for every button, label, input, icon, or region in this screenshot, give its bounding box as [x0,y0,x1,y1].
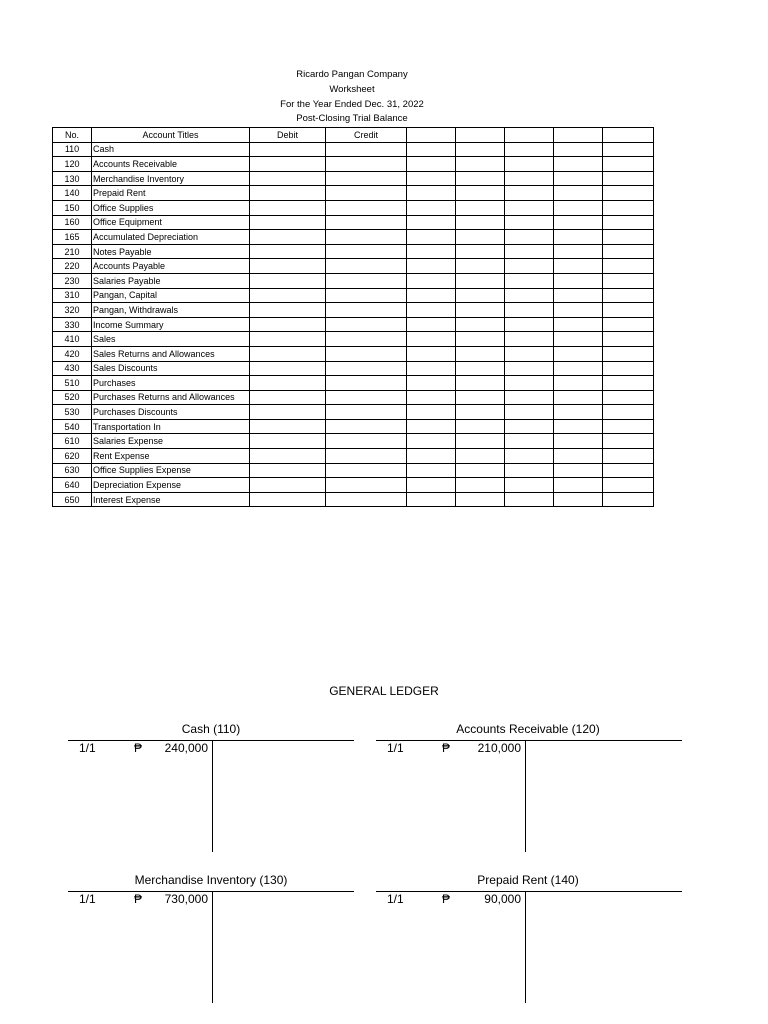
debit-cell[interactable] [250,346,326,361]
empty-cell[interactable] [505,273,554,288]
section-title: Post-Closing Trial Balance [296,113,408,124]
empty-cell[interactable] [554,492,603,507]
debit-cell[interactable] [250,215,326,230]
col-title-header: Account Titles [92,128,250,143]
empty-cell[interactable] [505,332,554,347]
empty-cell[interactable] [505,317,554,332]
empty-cell[interactable] [456,186,505,201]
credit-cell[interactable] [326,142,407,157]
account-number-cell: 165 [53,230,92,245]
account-number-cell: 310 [53,288,92,303]
empty-cell[interactable] [603,230,654,245]
account-title-cell: Purchases Returns and Allowances [92,390,250,405]
empty-cell[interactable] [505,434,554,449]
table-row [53,463,654,478]
empty-cell[interactable] [407,478,456,493]
debit-cell[interactable] [250,157,326,172]
empty-cell[interactable] [603,215,654,230]
credit-cell[interactable] [326,346,407,361]
col-empty-header [603,128,654,143]
table-row [53,332,654,347]
empty-cell[interactable] [554,478,603,493]
t-account-title: Accounts Receivable (120) [456,722,600,736]
empty-cell[interactable] [603,142,654,157]
empty-cell[interactable] [407,449,456,464]
credit-cell[interactable] [326,215,407,230]
empty-cell[interactable] [505,405,554,420]
t-account-vertical-rule [212,891,213,1003]
entry-amount: 730,000 [164,892,208,906]
credit-cell[interactable] [326,332,407,347]
empty-cell[interactable] [407,142,456,157]
account-number-cell: 320 [53,303,92,318]
empty-cell[interactable] [554,230,603,245]
empty-cell[interactable] [456,273,505,288]
credit-cell[interactable] [326,157,407,172]
col-no-header: No. [53,128,92,143]
account-title-cell: Merchandise Inventory [92,171,250,186]
empty-cell[interactable] [505,142,554,157]
empty-cell[interactable] [407,244,456,259]
account-number-cell: 640 [53,478,92,493]
credit-cell[interactable] [326,405,407,420]
account-title-cell: Sales [92,332,250,347]
entry-amount: 210,000 [477,741,521,755]
empty-cell[interactable] [407,303,456,318]
credit-cell[interactable] [326,419,407,434]
empty-cell[interactable] [554,317,603,332]
empty-cell[interactable] [554,215,603,230]
account-number-cell: 650 [53,492,92,507]
worksheet-table [52,127,654,507]
account-title-cell: Rent Expense [92,449,250,464]
table-row [53,259,654,274]
account-title-cell: Salaries Payable [92,273,250,288]
account-title-cell: Depreciation Expense [92,478,250,493]
empty-cell[interactable] [603,332,654,347]
col-empty-header [456,128,505,143]
empty-cell[interactable] [456,171,505,186]
table-row [53,317,654,332]
empty-cell[interactable] [456,332,505,347]
peso-sign: ₱ [442,741,451,755]
empty-cell[interactable] [456,303,505,318]
empty-cell[interactable] [456,259,505,274]
debit-cell[interactable] [250,186,326,201]
t-account-horizontal-rule [376,891,682,892]
empty-cell[interactable] [456,405,505,420]
empty-cell[interactable] [456,157,505,172]
col-empty-header [505,128,554,143]
empty-cell[interactable] [505,376,554,391]
col-empty-header [554,128,603,143]
account-number-cell: 610 [53,434,92,449]
account-number-cell: 540 [53,419,92,434]
empty-cell[interactable] [554,303,603,318]
empty-cell[interactable] [603,434,654,449]
empty-cell[interactable] [603,463,654,478]
empty-cell[interactable] [407,332,456,347]
debit-cell[interactable] [250,259,326,274]
empty-cell[interactable] [603,186,654,201]
account-title-cell: Pangan, Capital [92,288,250,303]
credit-cell[interactable] [326,449,407,464]
account-number-cell: 330 [53,317,92,332]
table-row [53,157,654,172]
empty-cell[interactable] [554,171,603,186]
account-number-cell: 620 [53,449,92,464]
account-title-cell: Office Equipment [92,215,250,230]
empty-cell[interactable] [603,449,654,464]
account-number-cell: 160 [53,215,92,230]
t-account-horizontal-rule [68,740,354,741]
table-row [53,215,654,230]
col-credit-header: Credit [326,128,407,143]
entry-amount: 240,000 [164,741,208,755]
credit-cell[interactable] [326,200,407,215]
empty-cell[interactable] [407,492,456,507]
empty-cell[interactable] [554,288,603,303]
credit-cell[interactable] [326,463,407,478]
debit-cell[interactable] [250,405,326,420]
account-title-cell: Prepaid Rent [92,186,250,201]
empty-cell[interactable] [603,244,654,259]
empty-cell[interactable] [603,303,654,318]
credit-cell[interactable] [326,288,407,303]
table-row [53,390,654,405]
account-title-cell: Cash [92,142,250,157]
empty-cell[interactable] [456,419,505,434]
account-title-cell: Income Summary [92,317,250,332]
account-number-cell: 510 [53,376,92,391]
t-account-vertical-rule [525,740,526,852]
table-row [53,419,654,434]
account-number-cell: 220 [53,259,92,274]
empty-cell[interactable] [603,200,654,215]
general-ledger-title: GENERAL LEDGER [329,684,439,698]
account-title-cell: Accounts Payable [92,259,250,274]
table-row [53,230,654,245]
empty-cell[interactable] [603,259,654,274]
table-row [53,449,654,464]
account-title-cell: Purchases [92,376,250,391]
table-row [53,361,654,376]
credit-cell[interactable] [326,186,407,201]
credit-cell[interactable] [326,244,407,259]
empty-cell[interactable] [505,171,554,186]
empty-cell[interactable] [407,215,456,230]
empty-cell[interactable] [456,230,505,245]
empty-cell[interactable] [456,142,505,157]
empty-cell[interactable] [603,317,654,332]
empty-cell[interactable] [554,376,603,391]
debit-cell[interactable] [250,492,326,507]
empty-cell[interactable] [456,492,505,507]
empty-cell[interactable] [554,186,603,201]
empty-cell[interactable] [505,200,554,215]
table-row [53,142,654,157]
account-number-cell: 130 [53,171,92,186]
account-number-cell: 150 [53,200,92,215]
table-header-row [53,128,654,143]
empty-cell[interactable] [554,463,603,478]
debit-cell[interactable] [250,434,326,449]
empty-cell[interactable] [407,390,456,405]
debit-cell[interactable] [250,288,326,303]
empty-cell[interactable] [554,419,603,434]
table-row [53,434,654,449]
debit-cell[interactable] [250,200,326,215]
credit-cell[interactable] [326,230,407,245]
empty-cell[interactable] [407,361,456,376]
empty-cell[interactable] [407,186,456,201]
empty-cell[interactable] [603,171,654,186]
empty-cell[interactable] [456,361,505,376]
table-row [53,376,654,391]
period-line: For the Year Ended Dec. 31, 2022 [280,99,424,110]
empty-cell[interactable] [554,259,603,274]
empty-cell[interactable] [456,200,505,215]
credit-cell[interactable] [326,478,407,493]
company-name: Ricardo Pangan Company [296,69,408,80]
table-row [53,288,654,303]
empty-cell[interactable] [407,230,456,245]
account-title-cell: Sales Returns and Allowances [92,346,250,361]
debit-cell[interactable] [250,478,326,493]
empty-cell[interactable] [456,288,505,303]
empty-cell[interactable] [456,449,505,464]
t-account-title: Prepaid Rent (140) [477,873,579,887]
debit-cell[interactable] [250,142,326,157]
empty-cell[interactable] [456,463,505,478]
t-account-vertical-rule [525,891,526,1003]
empty-cell[interactable] [505,244,554,259]
empty-cell[interactable] [407,317,456,332]
empty-cell[interactable] [603,478,654,493]
empty-cell[interactable] [456,317,505,332]
empty-cell[interactable] [603,376,654,391]
empty-cell[interactable] [407,346,456,361]
t-account-horizontal-rule [376,740,682,741]
empty-cell[interactable] [505,288,554,303]
empty-cell[interactable] [407,376,456,391]
credit-cell[interactable] [326,317,407,332]
empty-cell[interactable] [456,376,505,391]
credit-cell[interactable] [326,390,407,405]
entry-amount: 90,000 [484,892,521,906]
peso-sign: ₱ [134,741,143,755]
empty-cell[interactable] [505,157,554,172]
account-number-cell: 210 [53,244,92,259]
account-number-cell: 420 [53,346,92,361]
debit-cell[interactable] [250,361,326,376]
credit-cell[interactable] [326,259,407,274]
t-account-horizontal-rule [68,891,354,892]
empty-cell[interactable] [505,390,554,405]
empty-cell[interactable] [407,405,456,420]
peso-sign: ₱ [442,892,451,906]
table-row [53,492,654,507]
account-title-cell: Accounts Receivable [92,157,250,172]
debit-cell[interactable] [250,303,326,318]
credit-cell[interactable] [326,273,407,288]
empty-cell[interactable] [456,434,505,449]
empty-cell[interactable] [554,434,603,449]
empty-cell[interactable] [456,215,505,230]
account-title-cell: Sales Discounts [92,361,250,376]
empty-cell[interactable] [505,463,554,478]
empty-cell[interactable] [554,449,603,464]
empty-cell[interactable] [603,419,654,434]
col-debit-header: Debit [250,128,326,143]
empty-cell[interactable] [505,478,554,493]
empty-cell[interactable] [554,157,603,172]
entry-date: 1/1 [79,741,96,755]
debit-cell[interactable] [250,171,326,186]
peso-sign: ₱ [134,892,143,906]
t-account-title: Cash (110) [181,722,241,736]
empty-cell[interactable] [554,142,603,157]
debit-cell[interactable] [250,419,326,434]
debit-cell[interactable] [250,463,326,478]
account-number-cell: 140 [53,186,92,201]
empty-cell[interactable] [505,492,554,507]
entry-date: 1/1 [79,892,96,906]
empty-cell[interactable] [407,288,456,303]
table-row [53,303,654,318]
credit-cell[interactable] [326,171,407,186]
table-row [53,405,654,420]
account-number-cell: 630 [53,463,92,478]
empty-cell[interactable] [407,157,456,172]
account-number-cell: 120 [53,157,92,172]
document-title: Worksheet [329,84,375,95]
entry-date: 1/1 [387,741,404,755]
empty-cell[interactable] [603,273,654,288]
col-empty-header [407,128,456,143]
table-row [53,200,654,215]
empty-cell[interactable] [554,200,603,215]
account-title-cell: Pangan, Withdrawals [92,303,250,318]
account-title-cell: Salaries Expense [92,434,250,449]
empty-cell[interactable] [407,273,456,288]
empty-cell[interactable] [554,332,603,347]
credit-cell[interactable] [326,492,407,507]
table-row [53,186,654,201]
empty-cell[interactable] [554,405,603,420]
credit-cell[interactable] [326,376,407,391]
empty-cell[interactable] [407,200,456,215]
empty-cell[interactable] [603,288,654,303]
debit-cell[interactable] [250,390,326,405]
table-row [53,244,654,259]
table-row [53,171,654,186]
account-title-cell: Accumulated Depreciation [92,230,250,245]
account-number-cell: 410 [53,332,92,347]
debit-cell[interactable] [250,376,326,391]
empty-cell[interactable] [505,303,554,318]
account-number-cell: 530 [53,405,92,420]
empty-cell[interactable] [505,346,554,361]
t-account-title: Merchandise Inventory (130) [134,873,288,887]
empty-cell[interactable] [603,157,654,172]
empty-cell[interactable] [505,361,554,376]
empty-cell[interactable] [554,390,603,405]
account-number-cell: 230 [53,273,92,288]
credit-cell[interactable] [326,434,407,449]
empty-cell[interactable] [603,361,654,376]
table-row [53,273,654,288]
empty-cell[interactable] [505,259,554,274]
empty-cell[interactable] [456,346,505,361]
credit-cell[interactable] [326,361,407,376]
empty-cell[interactable] [554,346,603,361]
empty-cell[interactable] [456,390,505,405]
debit-cell[interactable] [250,317,326,332]
empty-cell[interactable] [407,419,456,434]
empty-cell[interactable] [603,390,654,405]
table-row [53,346,654,361]
empty-cell[interactable] [407,463,456,478]
debit-cell[interactable] [250,332,326,347]
debit-cell[interactable] [250,273,326,288]
table-row [53,478,654,493]
account-title-cell: Office Supplies [92,200,250,215]
empty-cell[interactable] [505,419,554,434]
credit-cell[interactable] [326,303,407,318]
empty-cell[interactable] [407,171,456,186]
account-title-cell: Office Supplies Expense [92,463,250,478]
empty-cell[interactable] [505,186,554,201]
empty-cell[interactable] [603,492,654,507]
account-number-cell: 110 [53,142,92,157]
empty-cell[interactable] [456,478,505,493]
empty-cell[interactable] [554,361,603,376]
empty-cell[interactable] [456,244,505,259]
empty-cell[interactable] [603,346,654,361]
account-number-cell: 430 [53,361,92,376]
empty-cell[interactable] [505,215,554,230]
empty-cell[interactable] [505,230,554,245]
empty-cell[interactable] [505,449,554,464]
debit-cell[interactable] [250,230,326,245]
empty-cell[interactable] [407,434,456,449]
account-title-cell: Notes Payable [92,244,250,259]
account-title-cell: Transportation In [92,419,250,434]
debit-cell[interactable] [250,449,326,464]
debit-cell[interactable] [250,244,326,259]
empty-cell[interactable] [554,273,603,288]
account-title-cell: Interest Expense [92,492,250,507]
entry-date: 1/1 [387,892,404,906]
account-number-cell: 520 [53,390,92,405]
empty-cell[interactable] [554,244,603,259]
account-title-cell: Purchases Discounts [92,405,250,420]
empty-cell[interactable] [603,405,654,420]
empty-cell[interactable] [407,259,456,274]
t-account-vertical-rule [212,740,213,852]
